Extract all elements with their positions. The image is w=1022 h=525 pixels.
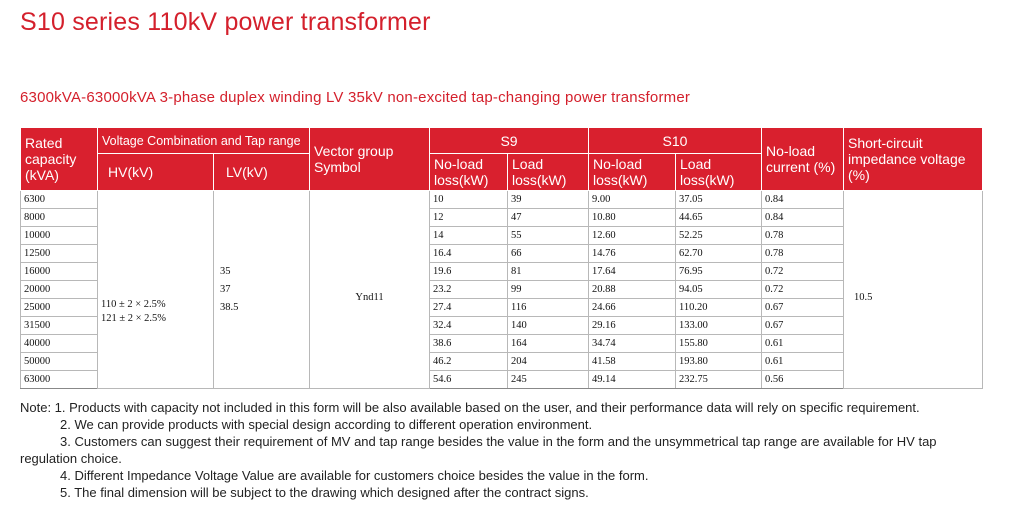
s10-load-loss-cell: 232.75 bbox=[676, 371, 762, 389]
header-s9-load-loss: Load loss(kW) bbox=[508, 154, 589, 191]
s9-load-loss-cell: 47 bbox=[508, 209, 589, 227]
header-vector-group: Vector group Symbol bbox=[310, 128, 430, 191]
s10-no-load-loss-cell: 41.58 bbox=[589, 353, 676, 371]
note-1: Note: 1. Products with capacity not included in this form will be also available based on the user, and their performance data will rely on specific requirement. bbox=[20, 400, 920, 415]
lv-cell bbox=[214, 191, 310, 389]
header-s9: S9 bbox=[430, 128, 589, 154]
s9-load-loss-cell: 39 bbox=[508, 191, 589, 209]
s9-load-loss-cell: 140 bbox=[508, 317, 589, 335]
s10-load-loss-cell: 44.65 bbox=[676, 209, 762, 227]
no-load-current-cell: 0.78 bbox=[762, 227, 844, 245]
s10-no-load-loss-cell: 29.16 bbox=[589, 317, 676, 335]
header-lv: LV(kV) bbox=[214, 154, 310, 191]
page-title: S10 series 110kV power transformer bbox=[20, 8, 431, 36]
s9-load-loss-cell: 81 bbox=[508, 263, 589, 281]
header-s9-no-load-loss: No-load loss(kW) bbox=[430, 154, 508, 191]
hv-value-1: 110 ± 2 × 2.5% bbox=[101, 299, 166, 310]
s10-load-loss-cell: 110.20 bbox=[676, 299, 762, 317]
s10-load-loss-cell: 193.80 bbox=[676, 353, 762, 371]
capacity-cell: 20000 bbox=[21, 281, 98, 299]
s9-no-load-loss-cell: 14 bbox=[430, 227, 508, 245]
lv-value-2: 37 bbox=[220, 283, 231, 295]
no-load-current-cell: 0.78 bbox=[762, 245, 844, 263]
s10-no-load-loss-cell: 12.60 bbox=[589, 227, 676, 245]
impedance-cell: 10.5 bbox=[844, 191, 983, 389]
s9-no-load-loss-cell: 46.2 bbox=[430, 353, 508, 371]
note-3-text: 3. Customers can suggest their requirement of MV and tap range besides the value in the form and the unsymmetrical tap range are available for HV tap regulation choice. bbox=[20, 434, 937, 466]
no-load-current-cell: 0.84 bbox=[762, 209, 844, 227]
s10-no-load-loss-cell: 17.64 bbox=[589, 263, 676, 281]
s9-no-load-loss-cell: 54.6 bbox=[430, 371, 508, 389]
s10-no-load-loss-cell: 24.66 bbox=[589, 299, 676, 317]
s10-load-loss-cell: 62.70 bbox=[676, 245, 762, 263]
capacity-cell: 63000 bbox=[21, 371, 98, 389]
s10-no-load-loss-cell: 34.74 bbox=[589, 335, 676, 353]
s9-no-load-loss-cell: 19.6 bbox=[430, 263, 508, 281]
s10-no-load-loss-cell: 10.80 bbox=[589, 209, 676, 227]
s9-no-load-loss-cell: 16.4 bbox=[430, 245, 508, 263]
s9-no-load-loss-cell: 27.4 bbox=[430, 299, 508, 317]
s9-no-load-loss-cell: 12 bbox=[430, 209, 508, 227]
note-3 bbox=[20, 433, 995, 467]
s9-load-loss-cell: 204 bbox=[508, 353, 589, 371]
page-subtitle: 6300kVA-63000kVA 3-phase duplex winding LV 35kV non-excited tap-changing power transformer bbox=[20, 89, 691, 106]
s9-load-loss-cell: 99 bbox=[508, 281, 589, 299]
note-2: 2. We can provide products with special design according to different operation environment. bbox=[60, 417, 593, 432]
hv-cell bbox=[98, 191, 214, 389]
hv-value-2: 121 ± 2 × 2.5% bbox=[101, 313, 167, 324]
s9-load-loss-cell: 66 bbox=[508, 245, 589, 263]
no-load-current-cell: 0.84 bbox=[762, 191, 844, 209]
s10-load-loss-cell: 76.95 bbox=[676, 263, 762, 281]
s10-no-load-loss-cell: 9.00 bbox=[589, 191, 676, 209]
header-s10-no-load-loss: No-load loss(kW) bbox=[589, 154, 676, 191]
capacity-cell: 8000 bbox=[21, 209, 98, 227]
s10-no-load-loss-cell: 49.14 bbox=[589, 371, 676, 389]
capacity-cell: 10000 bbox=[21, 227, 98, 245]
s10-no-load-loss-cell: 14.76 bbox=[589, 245, 676, 263]
capacity-cell: 40000 bbox=[21, 335, 98, 353]
table-row bbox=[21, 191, 983, 209]
s10-load-loss-cell: 94.05 bbox=[676, 281, 762, 299]
no-load-current-cell: 0.61 bbox=[762, 335, 844, 353]
header-s10-load-loss: Load loss(kW) bbox=[676, 154, 762, 191]
header-rated-capacity: Rated capacity (kVA) bbox=[21, 128, 98, 191]
s9-load-loss-cell: 55 bbox=[508, 227, 589, 245]
capacity-cell: 12500 bbox=[21, 245, 98, 263]
s10-load-loss-cell: 37.05 bbox=[676, 191, 762, 209]
no-load-current-cell: 0.61 bbox=[762, 353, 844, 371]
no-load-current-cell: 0.72 bbox=[762, 281, 844, 299]
header-s10: S10 bbox=[589, 128, 762, 154]
capacity-cell: 6300 bbox=[21, 191, 98, 209]
s9-no-load-loss-cell: 32.4 bbox=[430, 317, 508, 335]
no-load-current-cell: 0.67 bbox=[762, 299, 844, 317]
lv-value-3: 38.5 bbox=[220, 301, 239, 313]
note-5: 5. The final dimension will be subject to the drawing which designed after the contract signs. bbox=[60, 485, 589, 500]
s10-load-loss-cell: 133.00 bbox=[676, 317, 762, 335]
s9-no-load-loss-cell: 23.2 bbox=[430, 281, 508, 299]
s10-load-loss-cell: 52.25 bbox=[676, 227, 762, 245]
capacity-cell: 31500 bbox=[21, 317, 98, 335]
s10-no-load-loss-cell: 20.88 bbox=[589, 281, 676, 299]
s9-load-loss-cell: 164 bbox=[508, 335, 589, 353]
s9-load-loss-cell: 245 bbox=[508, 371, 589, 389]
s9-load-loss-cell: 116 bbox=[508, 299, 589, 317]
spec-table bbox=[20, 127, 983, 389]
capacity-cell: 50000 bbox=[21, 353, 98, 371]
s9-no-load-loss-cell: 10 bbox=[430, 191, 508, 209]
header-hv: HV(kV) bbox=[98, 154, 214, 191]
table-header bbox=[21, 128, 983, 191]
no-load-current-cell: 0.56 bbox=[762, 371, 844, 389]
notes-section bbox=[20, 399, 995, 501]
note-4: 4. Different Impedance Voltage Value are available for customers choice besides the value in the form. bbox=[60, 468, 649, 483]
s10-load-loss-cell: 155.80 bbox=[676, 335, 762, 353]
capacity-cell: 16000 bbox=[21, 263, 98, 281]
no-load-current-cell: 0.67 bbox=[762, 317, 844, 335]
s9-no-load-loss-cell: 38.6 bbox=[430, 335, 508, 353]
header-impedance-voltage: Short-circuit impedance voltage (%) bbox=[844, 128, 983, 191]
vector-group-cell: Ynd11 bbox=[310, 191, 430, 389]
header-voltage-combination: Voltage Combination and Tap range bbox=[98, 128, 310, 154]
lv-value-1: 35 bbox=[220, 265, 231, 277]
header-no-load-current: No-load current (%) bbox=[762, 128, 844, 191]
no-load-current-cell: 0.72 bbox=[762, 263, 844, 281]
table-body bbox=[21, 191, 983, 389]
capacity-cell: 25000 bbox=[21, 299, 98, 317]
